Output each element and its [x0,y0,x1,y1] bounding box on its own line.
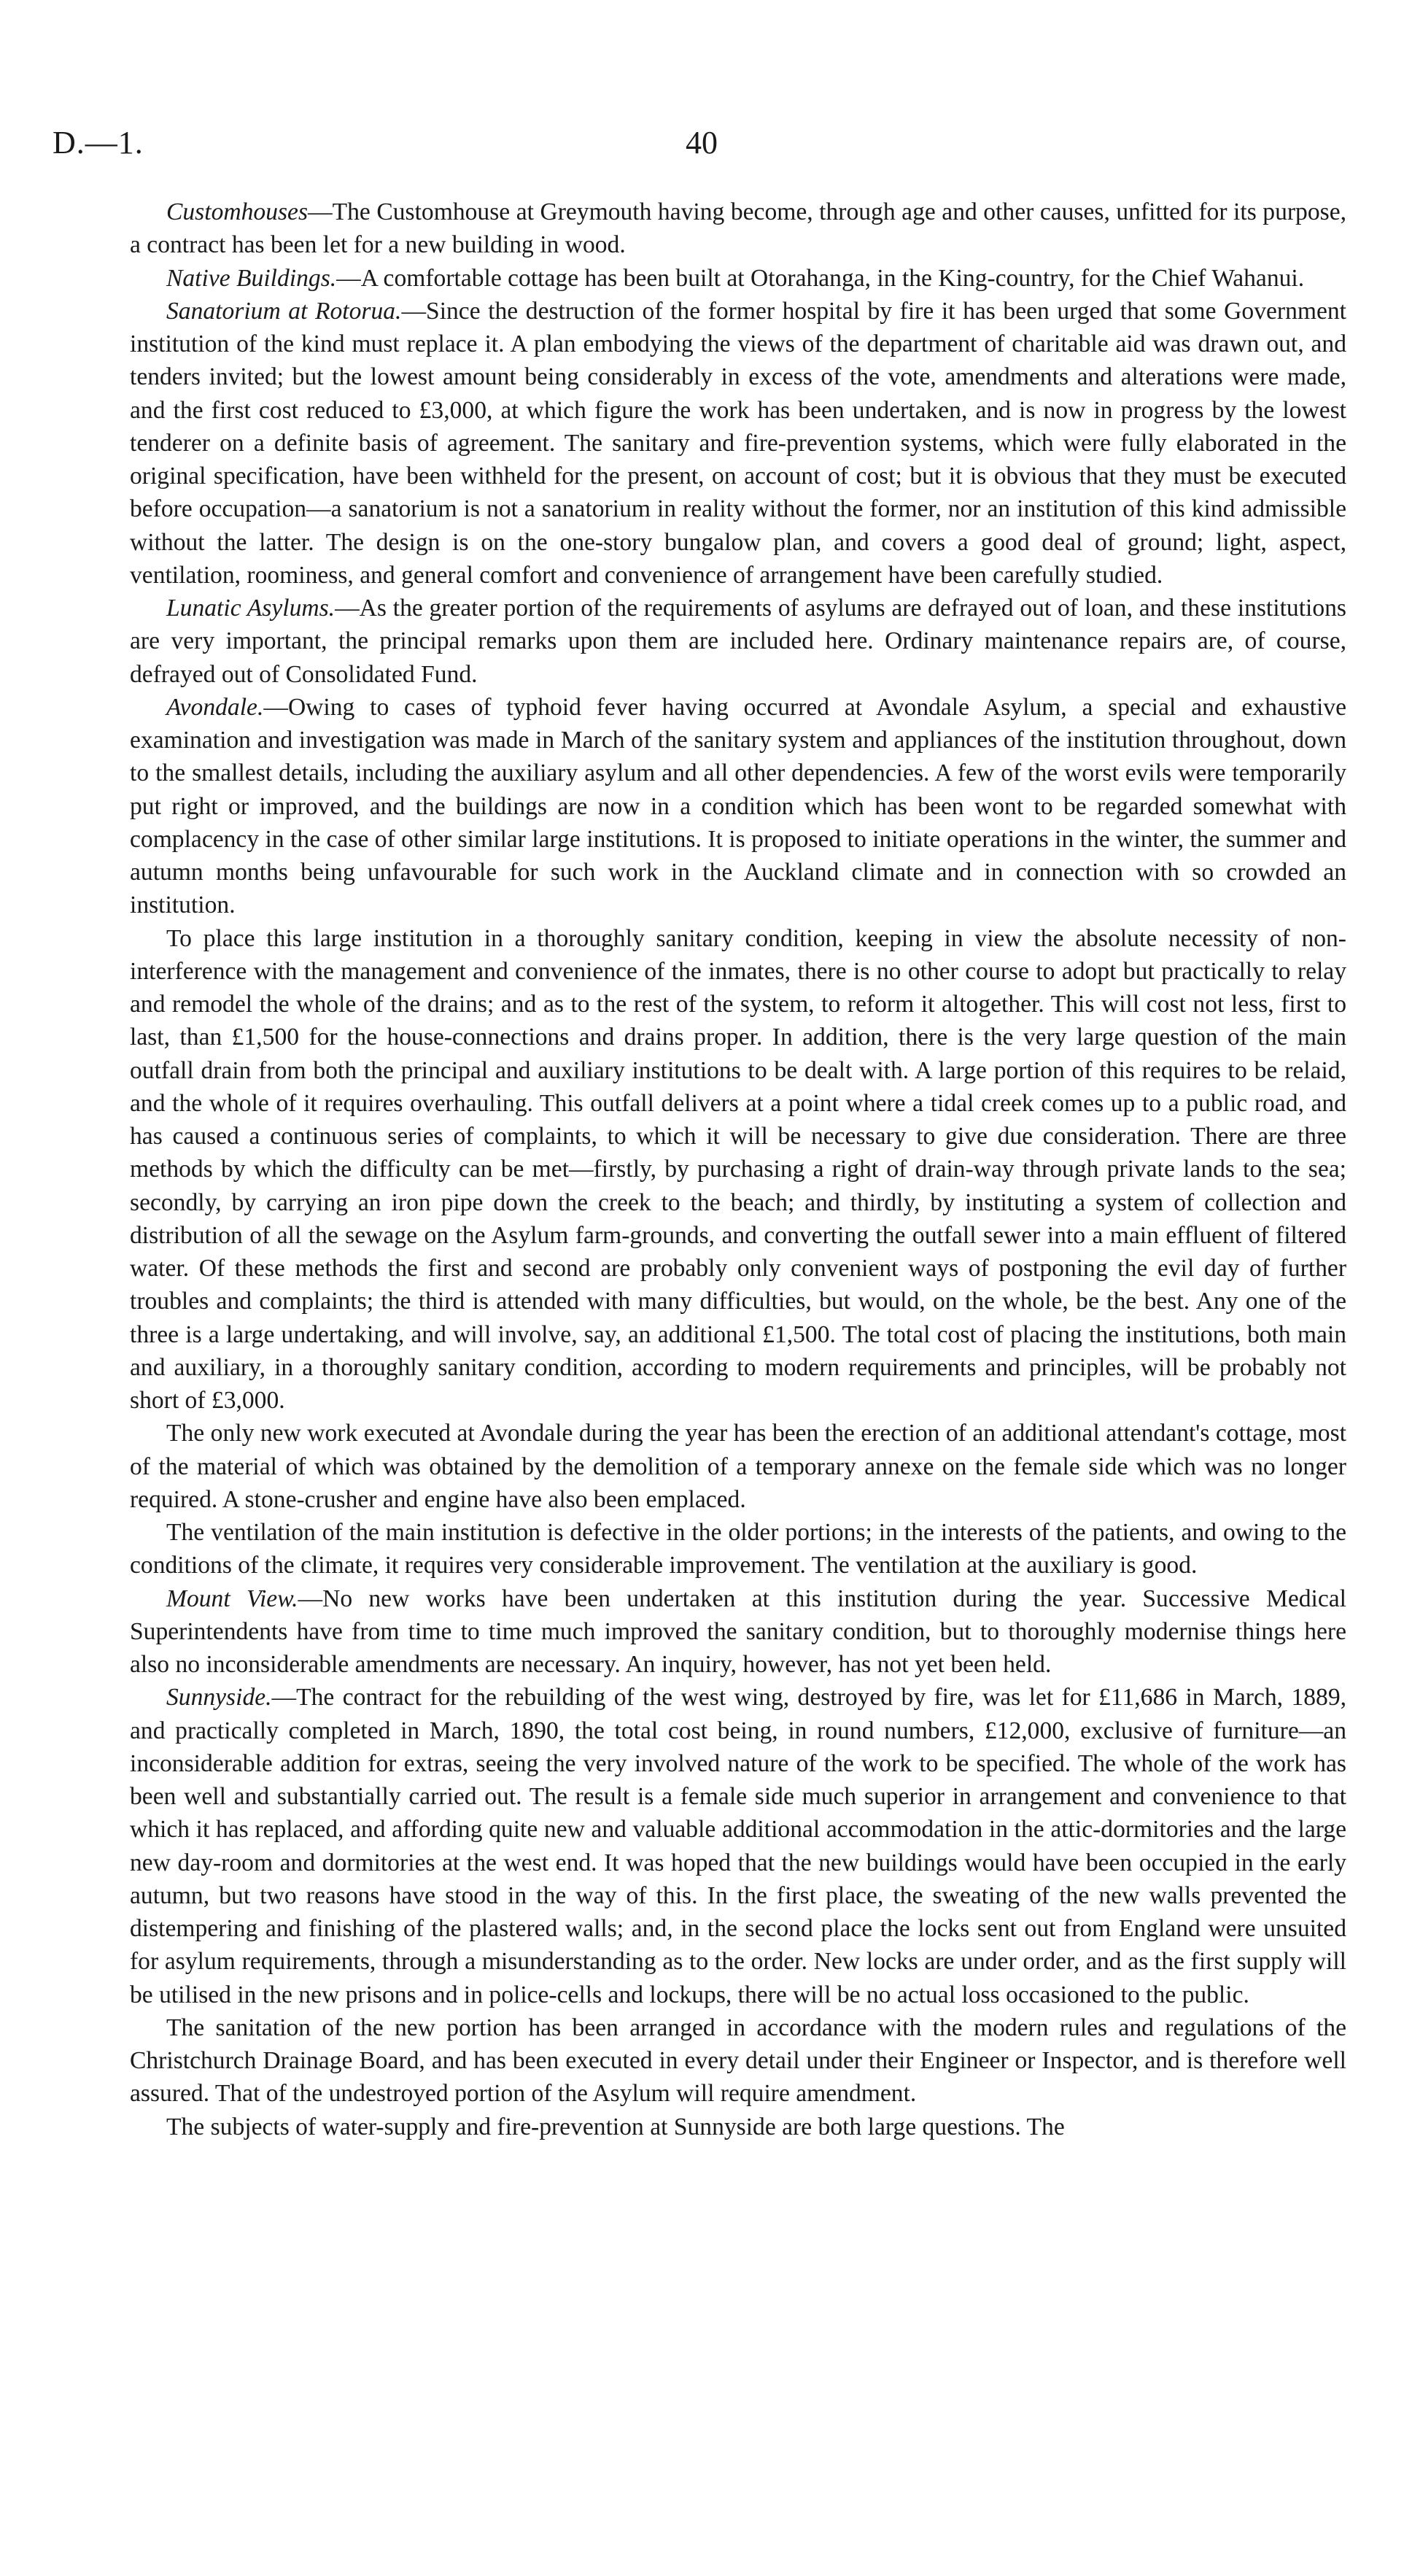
paragraph-lunatic-asylums [130,592,1346,691]
paragraph-sunnyside-sanitation [130,2011,1346,2111]
paragraph-text: —As the greater portion of the requirements of asylums are defrayed out of loan, and these institutions are very important, the principal remarks upon them are included here. Ordinary maintenance repairs are, of course, defrayed out of Consolidated Fund. [130,595,1347,688]
page-number: 40 [686,125,718,160]
paragraph-heading: Mount View. [166,1585,298,1612]
body-text [130,196,1346,2143]
paragraph-text: —Owing to cases of typhoid fever having occurred at Avondale Asylum, a special and exhaustive examination and investigation was made in March of the sanitary system and appliances of the institution throughout, down to the smallest details, including the auxiliary asylum and all other dependencies. A few of the worst evils were temporarily put right or improved, and the buildings are now in a condition which has been wont to be regarded somewhat with complacency in the case of other similar large institutions. It is proposed to initiate operations in the winter, the summer and autumn months being unfavourable for such work in the Auckland climate and in connection with so crowded an institution. [130,693,1346,919]
paragraph-avondale [130,691,1346,922]
paragraph-sanatorium-rotorua [130,295,1346,592]
paragraph-text: The ventilation of the main institution is defective in the older portions; in the interests of the patients, and owing to the conditions of the climate, it requires very considerable improvement. The ventilation at the auxiliary is good. [130,1519,1346,1579]
paragraph-text: To place this large institution in a thoroughly sanitary condition, keeping in view the absolute necessity of non-interference with the management and convenience of the inmates, there is no other course to adopt but practically to relay and remodel the whole of the drains; and as to the rest of the system, to reform it altogether. This will cost not less, first to last, than £1,500 for the house-connections and drains proper. In addition, there is the very large question of the main outfall drain from both the principal and auxiliary institutions to be dealt with. A large portion of this requires to be relaid, and the whole of it requires overhauling. This outfall delivers at a point where a tidal creek comes up to a public road, and has caused a continuous series of complaints, to which it will be necessary to give due consideration. There are three methods by which the difficulty can be met—firstly, by purchasing a right of drain-way through private lands to the sea; secondly, by carrying an iron pipe down the creek to the beach; and thirdly, by instituting a system of collection and distribution of all the sewage on the Asylum farm-grounds, and converting the outfall sewer into a main effluent of filtered water. Of these methods the first and second are probably only convenient ways of postponing the evil day of further troubles and complaints; the third is attended with many difficulties, but would, on the whole, be the best. Any one of the three is a large undertaking, and will involve, say, an additional £1,500. The total cost of placing the institutions, both main and auxiliary, in a thoroughly sanitary condition, according to modern requirements and principles, will be probably not short of £3,000. [130,924,1346,1414]
paragraph-text: —The Customhouse at Greymouth having become, through age and other causes, unfitted for its purpose, a contract has been let for a new building in wood. [130,198,1346,259]
paragraph-text: —Since the destruction of the former hospital by fire it has been urged that some Government institution of the kind must replace it. A plan embodying the views of the department of charitable aid was drawn out, and tenders invited; but the lowest amount being considerably in excess of the vote, amendments and alterations were made, and the first cost reduced to £3,000, at which figure the work has been undertaken, and is now in progress by the lowest tenderer on a definite basis of agreement. The sanitary and fire-prevention systems, which were fully elaborated in the original specification, have been withheld for the present, on account of cost; but it is obvious that they must be executed before occupation—a sanatorium is not a sanatorium in reality without the former, nor an institution of this kind admissible without the latter. The design is on the one-story bungalow plan, and covers a good deal of ground; light, aspect, ventilation, roominess, and general comfort and convenience of arrangement have been carefully studied. [130,297,1346,589]
paragraph-text: —No new works have been undertaken at this institution during the year. Successive Medical Superintendents have from time to time much improved the sanitary condition, but to thoroughly modernise things here also no inconsiderable amendments are necessary. An inquiry, however, has not yet been held. [130,1585,1346,1678]
paragraph-heading: Sanatorium at Rotorua. [166,297,402,325]
paragraph-text: The only new work executed at Avondale during the year has been the erection of an additional attendant's cottage, most of the material of which was obtained by the demolition of a temporary annexe on the female side which was no longer required. A stone-crusher and engine have also been emplaced. [130,1420,1346,1513]
paragraph-customhouses [130,196,1346,262]
paragraph-sunnyside [130,1681,1346,2011]
paragraph-heading: Customhouses [166,198,309,225]
paragraph-text: —The contract for the rebuilding of the west wing, destroyed by fire, was let for £11,686 in March, 1889, and practically completed in March, 1890, the total cost being, in round numbers, £12,000, exclusive of furniture—an inconsiderable addition for extras, seeing the very involved nature of the work to be specified. The whole of the work has been well and substantially carried out. The result is a female side much superior in arrangement and convenience to that which it has replaced, and affording quite new and valuable additional accommodation in the attic-dormitories and the large new day-room and dormitories at the west end. It was hoped that the new buildings would have been occupied in the early autumn, but two reasons have stood in the way of this. In the first place, the sweating of the new walls prevented the distempering and finishing of the plastered walls; and, in the second place the locks sent out from England were unsuited for asylum requirements, through a misunderstanding as to the order. New locks are under order, and as the first supply will be utilised in the new prisons and in police-cells and lockups, there will be no actual loss occasioned to the public. [130,1684,1346,2008]
paragraph-text: —A comfortable cottage has been built at Otorahanga, in the King-country, for the Chief Wahanui. [336,264,1305,292]
paragraph-text: The subjects of water-supply and fire-prevention at Sunnyside are both large questions. The [166,2113,1065,2140]
paragraph-native-buildings [130,262,1346,295]
paragraph-heading: Lunatic Asylums. [166,595,336,622]
paragraph-avondale-ventilation [130,1516,1346,1582]
paragraph-mount-view [130,1582,1346,1682]
paragraph-heading: Avondale. [166,693,264,721]
paragraph-text: The sanitation of the new portion has been arranged in accordance with the modern rules and regulations of the Christchurch Drainage Board, and has been executed in every detail under their Engineer or Inspector, and is therefore well assured. That of the undestroyed portion of the Asylum will require amendment. [130,2014,1346,2108]
page-header [53,124,1351,175]
paragraph-avondale-drains [130,922,1346,1417]
paragraph-sunnyside-water-supply [130,2111,1346,2143]
paragraph-heading: Sunnyside. [166,1684,272,1711]
paragraph-avondale-new-work [130,1417,1346,1516]
document-reference: D.—1. [53,125,144,160]
paragraph-heading: Native Buildings. [166,264,337,292]
